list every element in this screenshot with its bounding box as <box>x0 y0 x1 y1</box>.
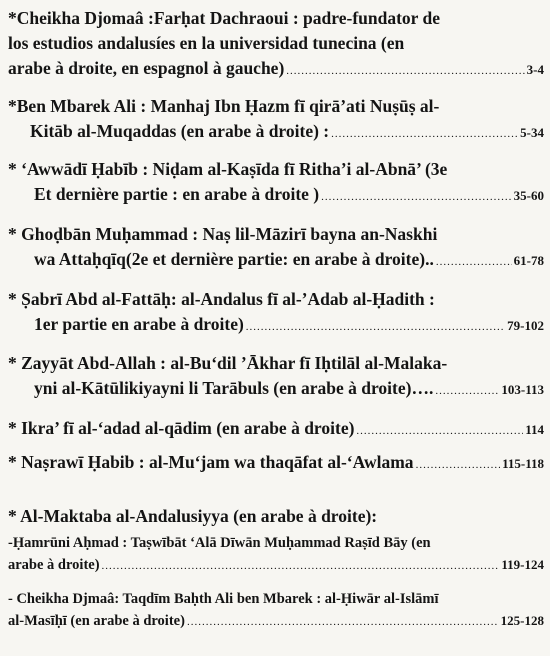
page-range: 79-102 <box>507 318 544 333</box>
page-range: 61-78 <box>513 253 544 268</box>
entry-text: * Ghoḍbān Muḥammad : Naṣ lil-Māzirī bayna an-Naskhi <box>8 224 438 244</box>
leader-dots <box>436 257 512 268</box>
toc-entry-dachraoui <box>8 6 544 82</box>
toc-entry-line <box>8 533 544 554</box>
toc-entry-nasrawi <box>8 450 544 476</box>
entry-text: arabe à droite) <box>8 557 100 573</box>
entry-text: Et dernière partie : en arabe à droite ) <box>34 184 320 204</box>
toc-entry-line <box>8 376 544 402</box>
page-range: 5-34 <box>520 125 544 140</box>
section-heading <box>8 504 544 529</box>
leader-dots <box>435 386 499 397</box>
entry-text: * Ṣabrī Abd al-Fattāḥ: al-Andalus fī al-’Adab al-Ḥadith : <box>8 289 435 309</box>
entry-text: -Ḥamrūni Aḥmad : Taṣwībāt ‘Alā Dīwān Muḥammad Raṣīd Bāy (en <box>8 535 431 551</box>
toc-entry-line <box>8 119 544 145</box>
section-maktaba <box>8 504 544 529</box>
toc-entry-line <box>8 287 544 312</box>
toc-entry-line <box>8 351 544 376</box>
toc-entry-line <box>8 6 544 31</box>
entry-text: * ‘Awwādī Ḥabīb : Niḍam al-Kaṣīda fī Ritha’i al-Abnā’ (3e <box>8 159 448 179</box>
leader-dots <box>187 617 499 628</box>
leader-dots <box>102 561 500 572</box>
toc-entry-hamruni <box>8 533 544 576</box>
leader-dots <box>246 322 505 333</box>
toc-entry-ikra <box>8 416 544 442</box>
section-heading-text: * Al-Maktaba al-Andalusiyya (en arabe à droite): <box>8 506 378 526</box>
entry-text: los estudios andalusíes en la universidad tunecina (en <box>8 33 405 53</box>
toc-entry-line <box>8 182 544 208</box>
toc-entry-line <box>8 94 544 119</box>
toc-entry-line <box>8 416 544 442</box>
toc-entry-line <box>8 312 544 338</box>
toc-entry-cheikha-taqdim <box>8 589 544 632</box>
entry-text: arabe à droite, en espagnol à gauche) <box>8 58 285 78</box>
toc-entry-line <box>8 450 544 476</box>
entry-text: al-Masīḥī (en arabe à droite) <box>8 613 185 629</box>
entry-text: * Zayyāt Abd-Allah : al-Bu‘dil ’Ākhar fī Iḥtilāl al-Malaka- <box>8 353 448 373</box>
leader-dots <box>321 192 512 203</box>
toc-entry-line <box>8 56 544 82</box>
entry-text: 1er partie en arabe à droite) <box>34 314 244 334</box>
leader-dots <box>416 460 501 471</box>
page-range: 115-118 <box>502 456 544 471</box>
page-range: 114 <box>525 422 544 437</box>
toc-entry-line <box>8 554 544 576</box>
entry-text: - Cheikha Djmaâ: Taqdīm Baḥth Ali ben Mbarek : al-Ḥiwār al-Islāmī <box>8 591 439 607</box>
entry-text: * Ikra’ fī al-‘adad al-qādim (en arabe à droite) <box>8 418 355 438</box>
toc-entry-line <box>8 222 544 247</box>
page-range: 35-60 <box>513 188 544 203</box>
entry-text: Kitāb al-Muqaddas (en arabe à droite) : <box>30 121 330 141</box>
toc-entry-sabri <box>8 287 544 338</box>
toc-entry-line <box>8 247 544 273</box>
page-range: 103-113 <box>501 382 544 397</box>
page-range: 125-128 <box>500 613 544 628</box>
leader-dots <box>356 426 523 437</box>
entry-text: * Naṣrawī Ḥabib : al-Mu‘jam wa thaqāfat al-‘Awlama <box>8 452 414 472</box>
entry-text: *Cheikha Djomaâ :Farḥat Dachraoui : padre-fundator de <box>8 8 440 28</box>
toc-entry-line <box>8 31 544 56</box>
leader-dots <box>331 129 518 140</box>
toc-entry-zayyat <box>8 351 544 402</box>
toc-entry-ghodban <box>8 222 544 273</box>
page-range: 119-124 <box>501 557 544 572</box>
toc-entry-line <box>8 157 544 182</box>
toc-entry-awwadi <box>8 157 544 208</box>
leader-dots <box>286 66 524 77</box>
entry-text: *Ben Mbarek Ali : Manhaj Ibn Ḥazm fī qirā’ati Nuṣūṣ al- <box>8 96 440 116</box>
toc-entry-line <box>8 589 544 610</box>
toc-entry-ben-mbarek <box>8 94 544 145</box>
page-range: 3-4 <box>526 62 544 77</box>
entry-text: wa Attaḥqīq(2e et dernière partie: en arabe à droite).. <box>34 249 434 269</box>
entry-text: yni al-Kātūlikiyayni li Tarābuls (en arabe à droite)…. <box>34 378 434 398</box>
toc-entry-line <box>8 610 544 632</box>
